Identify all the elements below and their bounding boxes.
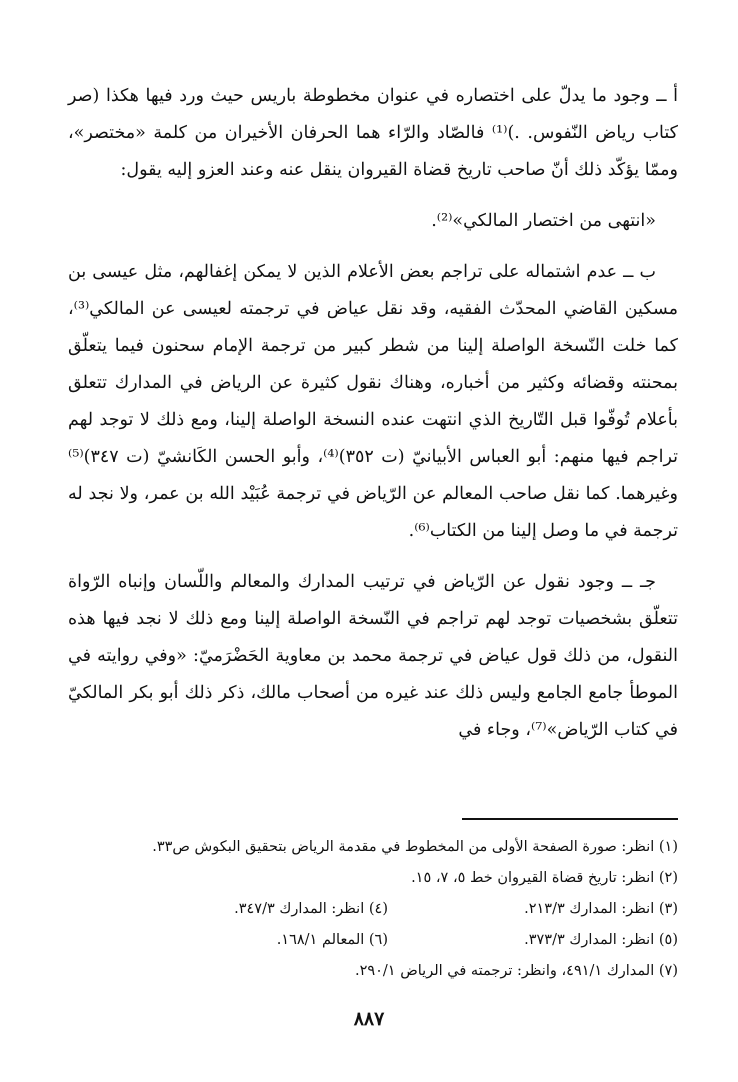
quote-line: «انتهى من اختصار المالكي»⁽²⁾. xyxy=(431,211,656,231)
footnote-6: (٦) المعالم ١٦٨/١. xyxy=(276,932,388,948)
footnote-7: (٧) المدارك ٤٩١/١، وانظر: ترجمته في الرياض ٢٩٠/١. xyxy=(354,963,678,979)
footnote-4: (٤) انظر: المدارك ٣٤٧/٣. xyxy=(234,901,388,917)
footnote-1: (١) انظر: صورة الصفحة الأولى من المخطوط في مقدمة الرياض بتحقيق البكوش ص٣٣. xyxy=(152,839,678,855)
footnote-divider xyxy=(462,818,678,820)
footnote-3: (٣) انظر: المدارك ٢١٣/٣. xyxy=(524,901,678,917)
footnotes xyxy=(68,832,678,987)
main-text xyxy=(68,78,678,749)
footnote-5: (٥) انظر: المدارك ٣٧٣/٣. xyxy=(524,932,678,948)
paragraph-c: جـ ــ وجود نقول عن الرّياض في ترتيب المدارك والمعالم واللّسان وإنباه الرّواة تتعلّق بشخصيات توجد لهم تراجم في النّسخة الواصلة إلينا ومع ذلك لا نجد فيها هذه النقول، من ذلك قول عياض في ترجمة محمد بن معاوية الحَضْرَميّ: «وفي روايته في الموطأ جامع الجامع وليس ذلك عند غيره من أصحاب مالك، ذكر ذلك أبو بكر المالكيّ في كتاب الرّياض»⁽⁷⁾، وجاء في xyxy=(68,572,678,740)
paragraph-a: أ ــ وجود ما يدلّ على اختصاره في عنوان مخطوطة باريس حيث ورد فيها هكذا (صر كتاب رياض النّفوس. .)⁽¹⁾ فالصّاد والرّاء هما الحرفان الأخيران من كلمة «مختصر»، وممّا يؤكّد ذلك أنّ صاحب تاريخ قضاة القيروان ينقل عنه وعند العزو إليه يقول: xyxy=(68,86,678,180)
page-number: ٨٨٧ xyxy=(353,1008,385,1030)
paragraph-b: ب ــ عدم اشتماله على تراجم بعض الأعلام الذين لا يمكن إغفالهم، مثل عيسى بن مسكين القاضي المحدّث الفقيه، وقد نقل عياض في ترجمته لعيسى عن المالكي⁽³⁾، كما خلت النّسخة الواصلة إلينا من شطر كبير من ترجمة الإمام سحنون فيما يتعلّق بمحنته وقضائه وكثير من أخباره، وهناك نقول كثيرة عن الرياض في المدارك تتعلق بأعلام تُوفّوا قبل التّاريخ الذي انتهت عنده النسخة الواصلة إلينا، ومع ذلك لا توجد لهم تراجم فيها منهم: أبو العباس الأبيانيّ (ت ٣٥٢)⁽⁴⁾، وأبو الحسن الكَانشيّ (ت ٣٤٧)⁽⁵⁾ وغيرهما. كما نقل صاحب المعالم عن الرّياض في ترجمة عُبَيْد الله بن عمر، ولا نجد له ترجمة في ما وصل إلينا من الكتاب⁽⁶⁾. xyxy=(68,262,678,541)
footnote-2: (٢) انظر: تاريخ قضاة القيروان خط ٥، ٧، ١٥. xyxy=(411,870,678,886)
